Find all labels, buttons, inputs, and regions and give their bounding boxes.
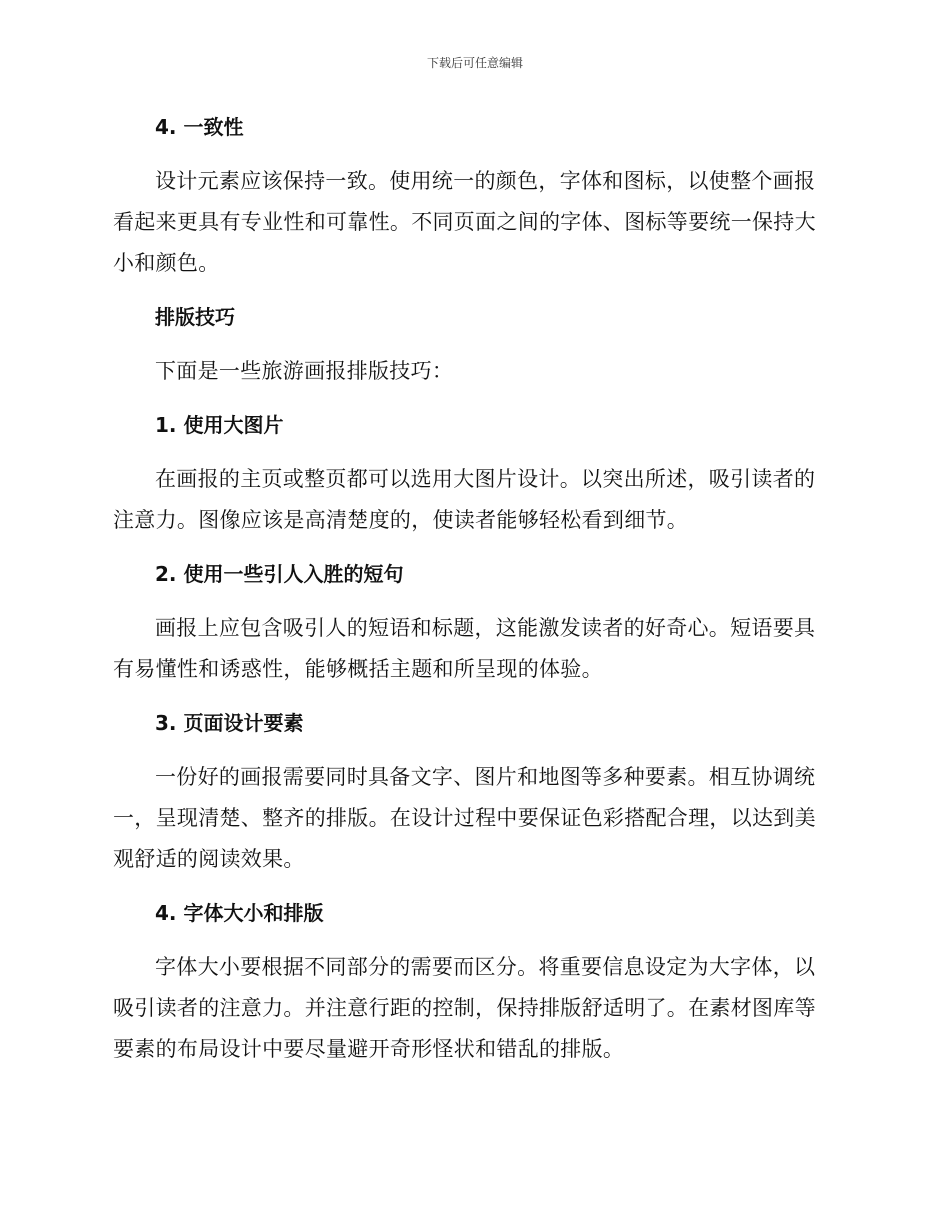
section-heading-font-size: 4. 字体大小和排版 [155,901,324,925]
section-heading-large-images: 1. 使用大图片 [155,413,284,437]
section-heading-layout-tips: 排版技巧 [155,305,235,329]
section-body-page-design: 一份好的画报需要同时具备文字、图片和地图等多种要素。相互协调统一，呈现清楚、整齐的排版。在设计过程中要保证色彩搭配合理，以达到美观舒适的阅读效果。 [113,765,816,871]
document-body [113,110,833,1070]
section-body-consistency: 设计元素应该保持一致。使用统一的颜色，字体和图标，以使整个画报看起来更具有专业性和可靠性。不同页面之间的字体、图标等要统一保持大小和颜色。 [113,169,816,275]
section-heading-catchy-phrases: 2. 使用一些引人入胜的短句 [155,562,404,586]
section-body-large-images: 在画报的主页或整页都可以选用大图片设计。以突出所述，吸引读者的注意力。图像应该是高清楚度的，使读者能够轻松看到细节。 [113,467,816,532]
section-body-catchy-phrases: 画报上应包含吸引人的短语和标题，这能激发读者的好奇心。短语要具有易懂性和诱惑性，能够概括主题和所呈现的体验。 [113,616,816,681]
section-heading-consistency: 4. 一致性 [155,115,244,139]
header-note: 下载后可任意编辑 [426,56,523,70]
section-body-layout-tips: 下面是一些旅游画报排版技巧： [155,359,454,383]
section-body-font-size: 字体大小要根据不同部分的需要而区分。将重要信息设定为大字体，以吸引读者的注意力。并注意行距的控制，保持排版舒适明了。在素材图库等要素的布局设计中要尽量避开奇形怪状和错乱的排版。 [113,955,816,1061]
section-heading-page-design: 3. 页面设计要素 [155,711,304,735]
